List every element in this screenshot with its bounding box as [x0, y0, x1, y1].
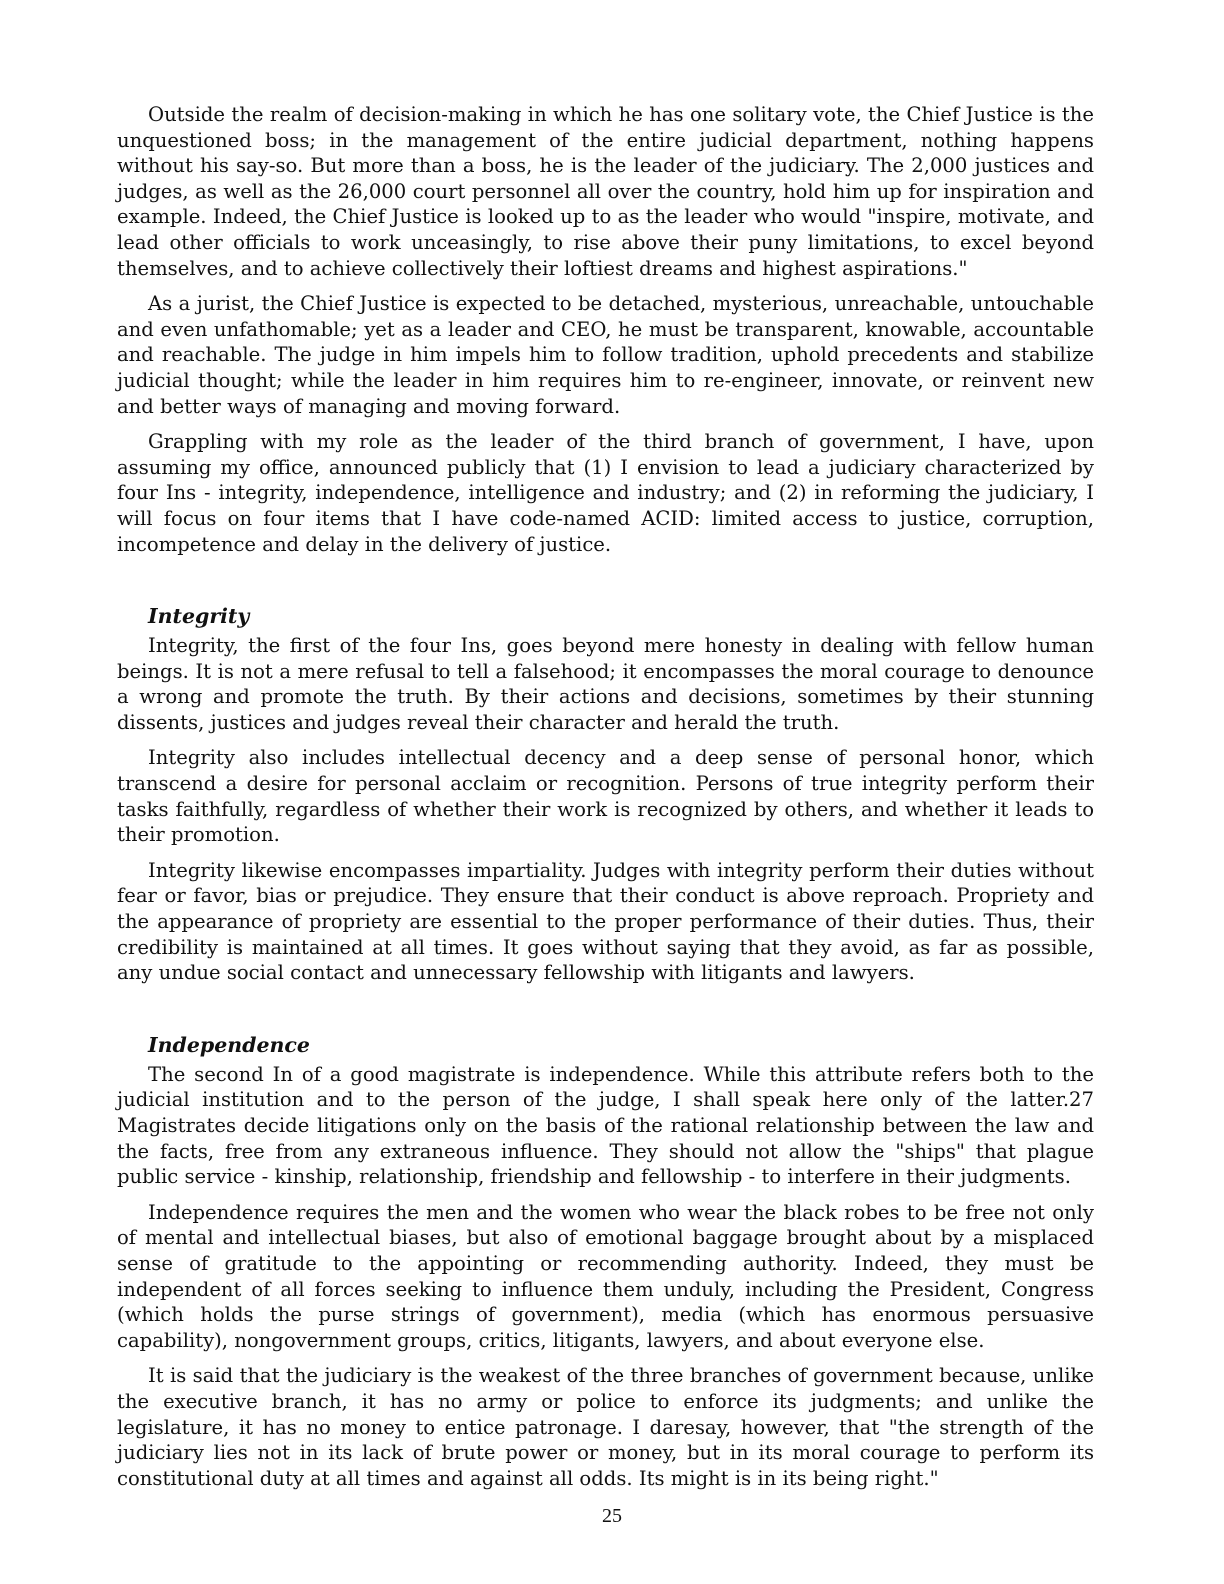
independence-paragraph-1: The second In of a good magistrate is independence. While this attribute refers both to the judicial institution and to the person of the judge, I shall speak here only of the latter.27 Magistrates decide litigations only on the basis of the rational relationship between the law and the facts, free from any extraneous influence. They should not allow the "ships" that plague public service - kinship, relationship, friendship and fellowship - to interfere in their judgments. [117, 1062, 1094, 1189]
integrity-paragraph-3: Integrity likewise encompasses impartiality. Judges with integrity perform their duties without fear or favor, bias or prejudice. They ensure that their conduct is above reproach. Propriety and the appearance of propriety are essential to the proper performance of their duties. Thus, their credibility is maintained at all times. It goes without saying that they avoid, as far as possible, any undue social contact and unnecessary fellowship with litigants and lawyers. [117, 858, 1094, 985]
independence-paragraph-2: Independence requires the men and the women who wear the black robes to be free not only of mental and intellectual biases, but also of emotional baggage brought about by a misplaced sense of gratitude to the appointing or recommending authority. Indeed, they must be independent of all forces seeking to influence them unduly, including the President, Congress (which holds the purse strings of government), media (which has enormous persuasive capability), nongovernment groups, critics, litigants, lawyers, and about everyone else. [117, 1200, 1094, 1352]
document-page [117, 102, 1094, 1501]
section-heading-integrity: Integrity [148, 604, 250, 629]
section-heading-independence: Independence [148, 1032, 310, 1057]
intro-paragraph-3: Grappling with my role as the leader of the third branch of government, I have, upon assuming my office, announced publicly that (1) I envision to lead a judiciary characterized by four Ins - integrity, independence, intelligence and industry; and (2) in reforming the judiciary, I will focus on four items that I have code-named ACID: limited access to justice, corruption, incompetence and delay in the delivery of justice. [117, 430, 1094, 556]
independence-paragraph-3: It is said that the judiciary is the weakest of the three branches of government because, unlike the executive branch, it has no army or police to enforce its judgments; and unlike the legislature, it has no money to entice patronage. I daresay, however, that "the strength of the judiciary lies not in its lack of brute power or money, but in its moral courage to perform its constitutional duty at all times and against all odds. Its might is in its being right." [117, 1364, 1094, 1490]
integrity-paragraph-2: Integrity also includes intellectual decency and a deep sense of personal honor, which transcend a desire for personal acclaim or recognition. Persons of true integrity perform their tasks faithfully, regardless of whether their work is recognized by others, and whether it leads to their promotion. [117, 746, 1094, 847]
page-number: 25 [602, 1505, 622, 1527]
integrity-paragraph-1: Integrity, the first of the four Ins, goes beyond mere honesty in dealing with fellow human beings. It is not a mere refusal to tell a falsehood; it encompasses the moral courage to denounce a wrong and promote the truth. By their actions and decisions, sometimes by their stunning dissents, justices and judges reveal their character and herald the truth. [117, 634, 1094, 734]
intro-paragraph-2: As a jurist, the Chief Justice is expected to be detached, mysterious, unreachable, untouchable and even unfathomable; yet as a leader and CEO, he must be transparent, knowable, accountable and reachable. The judge in him impels him to follow tradition, uphold precedents and stabilize judicial thought; while the leader in him requires him to re-engineer, innovate, or reinvent new and better ways of managing and moving forward. [117, 292, 1094, 418]
intro-paragraph-1: Outside the realm of decision-making in which he has one solitary vote, the Chief Justice is the unquestioned boss; in the management of the entire judicial department, nothing happens without his say-so. But more than a boss, he is the leader of the judiciary. The 2,000 justices and judges, as well as the 26,000 court personnel all over the country, hold him up for inspiration and example. Indeed, the Chief Justice is looked up to as the leader who would "inspire, motivate, and lead other officials to work unceasingly, to rise above their puny limitations, to excel beyond themselves, and to achieve collectively their loftiest dreams and highest aspirations." [117, 103, 1094, 280]
